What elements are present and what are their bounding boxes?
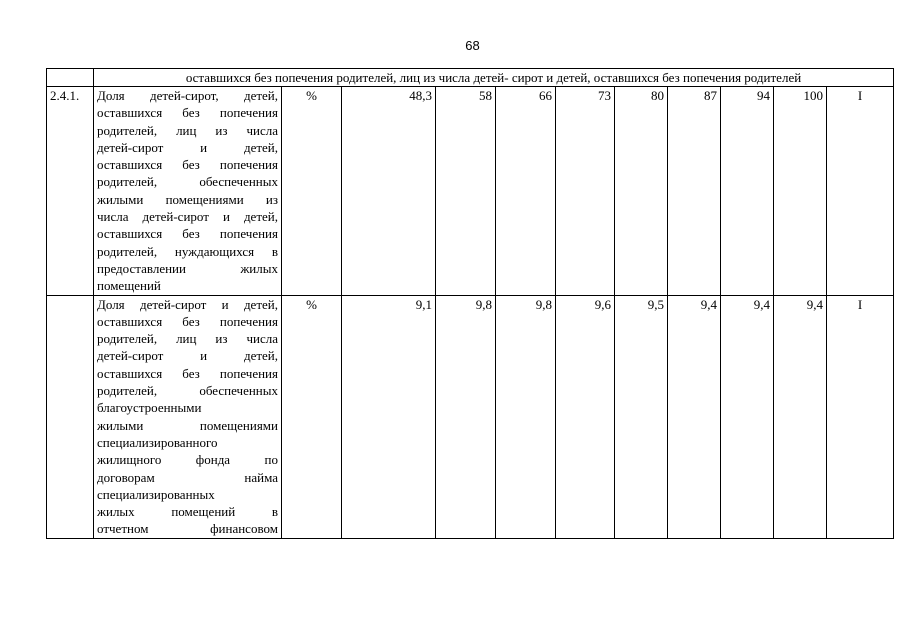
description-line: специализированного [97, 434, 218, 450]
description-line: оставшихся без попечения [97, 105, 278, 121]
indicator-description [94, 295, 282, 538]
description-line: предоставлении жилых [97, 260, 278, 276]
value-cell: 100 [774, 87, 827, 296]
description-line: родителей, обеспеченных [97, 174, 278, 190]
value-cell: 80 [615, 87, 668, 296]
page-number: 68 [465, 38, 480, 53]
value-cell: 58 [436, 87, 496, 296]
code-cell: I [827, 87, 894, 296]
description-line: благоустроенными [97, 400, 202, 416]
description-line: родителей, нуждающихся в [97, 243, 278, 259]
description-line: Доля детей-сирот и детей, [97, 296, 278, 312]
code-cell: I [827, 295, 894, 538]
value-cell: 87 [668, 87, 721, 296]
description-line: детей-сирот и детей, [97, 348, 278, 364]
description-line: оставшихся без попечения [97, 226, 278, 242]
value-cell: 48,3 [342, 87, 436, 296]
description-line: оставшихся без попечения [97, 365, 278, 381]
unit-cell: % [282, 295, 342, 538]
table-row [47, 87, 894, 296]
description-line: специализированных [97, 486, 215, 502]
row-number: 2.4.1. [47, 87, 94, 296]
value-cell: 66 [496, 87, 556, 296]
description-line: помещений [97, 278, 161, 294]
description-line: отчетном финансовом [97, 521, 278, 537]
indicator-description [94, 87, 282, 296]
value-cell: 9,5 [615, 295, 668, 538]
description-line: числа детей-сирот и детей, [97, 209, 278, 225]
description-line: жилых помещений в [97, 504, 278, 520]
value-cell: 9,6 [556, 295, 615, 538]
section-number-cell [47, 69, 94, 87]
value-cell: 9,4 [721, 295, 774, 538]
value-cell: 9,8 [496, 295, 556, 538]
value-cell: 9,4 [668, 295, 721, 538]
description-line: родителей, лиц из числа [97, 331, 278, 347]
value-cell: 9,8 [436, 295, 496, 538]
description-line: жилищного фонда по [97, 452, 278, 468]
description-line: жилыми помещениями [97, 417, 278, 433]
description-line: Доля детей-сирот, детей, [97, 88, 278, 103]
value-cell: 94 [721, 87, 774, 296]
unit-cell: % [282, 87, 342, 296]
description-line: жилыми помещениями из [97, 191, 278, 207]
description-line: родителей, лиц из числа [97, 122, 278, 138]
value-cell: 9,4 [774, 295, 827, 538]
description-line: оставшихся без попечения [97, 157, 278, 173]
table-row [47, 295, 894, 538]
description-line: оставшихся без попечения [97, 313, 278, 329]
indicator-table [46, 68, 894, 539]
value-cell: 73 [556, 87, 615, 296]
description-line: родителей, обеспеченных [97, 383, 278, 399]
section-header: оставшихся без попечения родителей, лиц из числа детей- сирот и детей, оставшихся без попечения родителей [94, 69, 894, 87]
section-header-row [47, 69, 894, 87]
description-line: детей-сирот и детей, [97, 139, 278, 155]
value-cell: 9,1 [342, 295, 436, 538]
description-line: договорам найма [97, 469, 278, 485]
row-number [47, 295, 94, 538]
